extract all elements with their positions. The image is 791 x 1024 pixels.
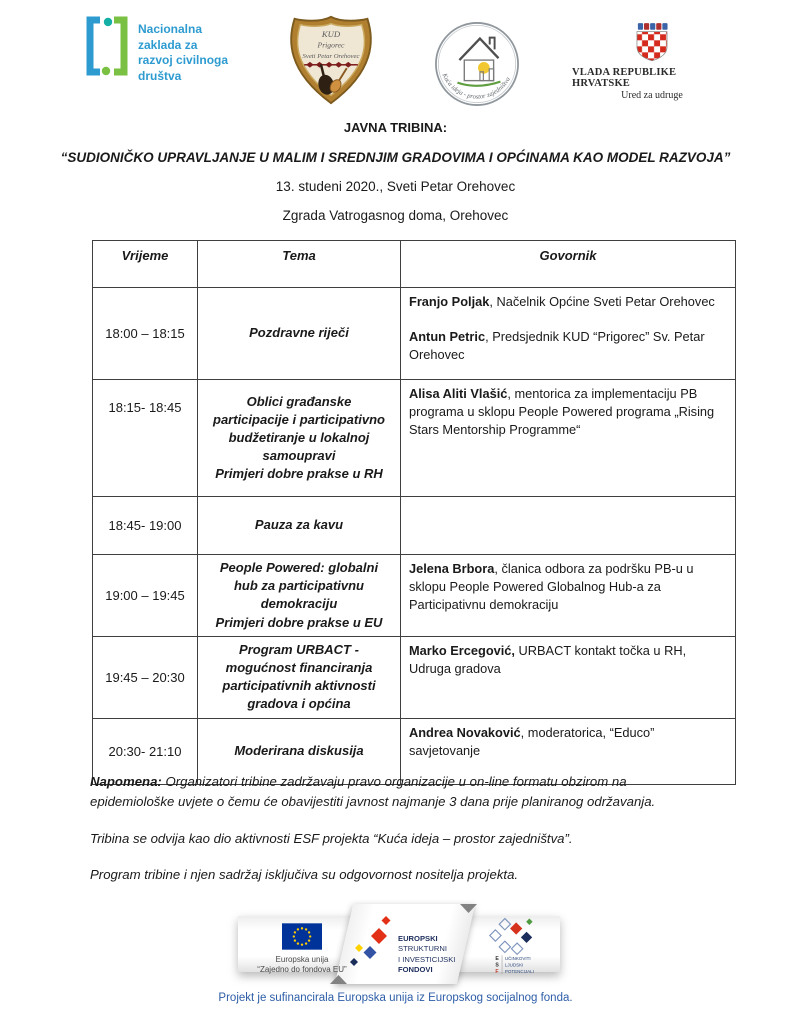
time-cell: 19:45 – 20:30 (93, 636, 198, 718)
esif-rest1: STRUKTURNI (398, 944, 447, 954)
col-header-tema: Tema (198, 241, 401, 288)
tema-text: Oblici građanske participacije i participativno budžetiranje u lokalnoj samoupravi (213, 393, 385, 464)
esif-rest2: I INVESTICIJSKI (398, 954, 456, 964)
cofinancing-statement: Projekt je sufinancirala Europska unija iz Europskog socijalnog fonda. (218, 992, 573, 1004)
eu-flag-block (254, 923, 350, 975)
table-row (93, 497, 736, 555)
speaker-desc: URBACT kontakt točka u RH, Udruga gradova (409, 642, 687, 676)
esf-word-3: POTENCIJALI (504, 969, 534, 975)
note-text: Organizatori tribine zadržavaju pravo organizacije u on-line formatu obzirom na epidemiološke uvjete o čemu će obavijestiti javnost najmanje 3 dana prije planiranog održavanja. (90, 774, 656, 809)
notes-section (90, 772, 698, 902)
esf-letter-s: S (495, 962, 499, 969)
vlada-subtitle: Ured za udruge (621, 90, 683, 101)
table-row (93, 636, 736, 718)
speaker (409, 385, 727, 439)
event-type-title: JAVNA TRIBINA: (343, 120, 448, 135)
speaker-name: Marko Ercegović, (409, 642, 515, 658)
speaker-cell (401, 288, 736, 380)
esf-word-2: LJUDSKI (504, 962, 524, 968)
speaker-cell (401, 555, 736, 637)
time-cell: 18:45- 19:00 (93, 497, 198, 555)
tema-text: People Powered: globalni hub za participativnu demokraciju (219, 560, 379, 612)
title-block (0, 120, 791, 223)
note-esf-project: Tribina se odvija kao dio aktivnosti ESF projekta “Kuća ideja – prostor zajedništva”. (90, 830, 573, 846)
kuca-ideja-label: Kuća ideja - prostor zajedništva (440, 72, 512, 101)
crest-crown (638, 23, 668, 30)
speaker-cell (401, 497, 736, 555)
kud-shield-icon (281, 14, 381, 106)
logo-kud-prigorec (281, 14, 381, 106)
eu-flag-icon (282, 923, 322, 950)
nzrcd-label: Nacionalna zaklada za razvoj civilnoga društva (138, 22, 229, 83)
tema-text: Program URBACT -mogućnost financiranja participativnih aktivnosti gradova i općina (222, 641, 376, 712)
col-header-vrijeme: Vrijeme (93, 241, 198, 288)
note-responsibility: Program tribine i njen sadržaj isključiva su odgovornost nositelja projekta. (90, 867, 519, 883)
time-cell: 18:15- 18:45 (93, 380, 198, 497)
table-row (93, 380, 736, 497)
tema-text: Pauza za kavu (254, 517, 344, 533)
note-napomena (90, 772, 698, 812)
logo-vlada-rh (572, 22, 732, 101)
event-date: 13. studeni 2020., Sveti Petar Orehovec (275, 179, 516, 194)
kuca-ideja-icon (433, 20, 521, 108)
logo-kuca-ideja (433, 20, 521, 108)
tema-cell (198, 555, 401, 637)
speaker-desc: , Načelnik Općine Sveti Petar Orehovec (489, 294, 715, 309)
speaker-desc: , Predsjednik KUD “Prigorec” Sv. Petar Orehovec (409, 329, 705, 363)
tema-cell (198, 380, 401, 497)
speaker (409, 642, 727, 678)
note-label: Napomena: (90, 774, 162, 789)
speaker-desc: , moderatorica, “Educo” savjetovanje (409, 724, 655, 758)
esif-bold1: EUROPSKI (398, 934, 438, 943)
eu-label-line2: “Zajedno do fondova EU” (257, 965, 347, 974)
event-subtitle: “SUDIONIČKO UPRAVLJANJE U MALIM I SREDNJIM GRADOVIMA I OPĆINAMA KAO MODEL RAZVOJA” (60, 150, 731, 165)
speaker-desc: , mentorica za implementaciju PB programa u sklopu People Powered programa „Rising Stars Mentorship Programme“ (409, 386, 715, 438)
esf-word-1: UČINKOVITI (504, 956, 531, 962)
speaker-name: Andrea Novaković (409, 724, 521, 740)
croatia-crest-icon (636, 22, 668, 62)
speaker-name: Alisa Aliti Vlašić (409, 386, 508, 401)
time-cell: 19:00 – 19:45 (93, 555, 198, 637)
time-cell: 18:00 – 18:15 (93, 288, 198, 380)
header-logos (84, 14, 732, 108)
speaker-cell (401, 636, 736, 718)
time-cell: 20:30- 21:10 (93, 718, 198, 784)
esif-label (398, 934, 484, 975)
speaker (409, 328, 727, 364)
esf-flower-icon (486, 912, 552, 976)
kud-line3: Sveti Petar Orehovec (302, 53, 360, 61)
table-row (93, 288, 736, 380)
brackets-icon (84, 14, 130, 80)
esf-letter-e: E (495, 956, 499, 963)
eu-label-line1: Europska unija (275, 955, 329, 964)
kud-line1: KUD (322, 29, 341, 39)
logo-nacionalna-zaklada (84, 14, 230, 84)
tema-cell (198, 636, 401, 718)
tema-secondary-text: Primjeri dobre prakse u EU (215, 614, 383, 630)
speaker-cell (401, 380, 736, 497)
schedule-table (92, 240, 736, 785)
tema-cell (198, 497, 401, 555)
eu-funding-banner (238, 904, 560, 984)
col-header-govornik: Govornik (401, 241, 736, 288)
esf-letter-f: F (495, 969, 499, 976)
tema-cell (198, 288, 401, 380)
esif-bold2: FONDOVI (398, 964, 433, 974)
speaker-name: Antun Petric (409, 329, 486, 345)
speaker (409, 560, 727, 614)
vlada-title: VLADA REPUBLIKE HRVATSKE (571, 67, 677, 89)
table-header-row (93, 241, 736, 288)
speaker-name: Franjo Poljak (409, 294, 490, 309)
tema-text: Pozdravne riječi (249, 325, 349, 341)
esf-logo-block (486, 912, 552, 981)
event-venue: Zgrada Vatrogasnog doma, Orehovec (282, 208, 509, 223)
tema-text: Moderirana diskusija (234, 742, 364, 758)
speaker-name: Jelena Brbora (409, 561, 495, 576)
speaker-desc: , članica odbora za podršku PB-u u sklopu People Powered Globalnog Hub-a za Participativnu demokraciju (409, 561, 694, 613)
tema-secondary-text: Primjeri dobre prakse u RH (215, 466, 383, 482)
esif-diamonds-icon (348, 914, 400, 972)
table-row (93, 555, 736, 637)
speaker (409, 724, 727, 760)
speaker (409, 293, 727, 311)
kud-line2: Prigorec (317, 40, 345, 50)
